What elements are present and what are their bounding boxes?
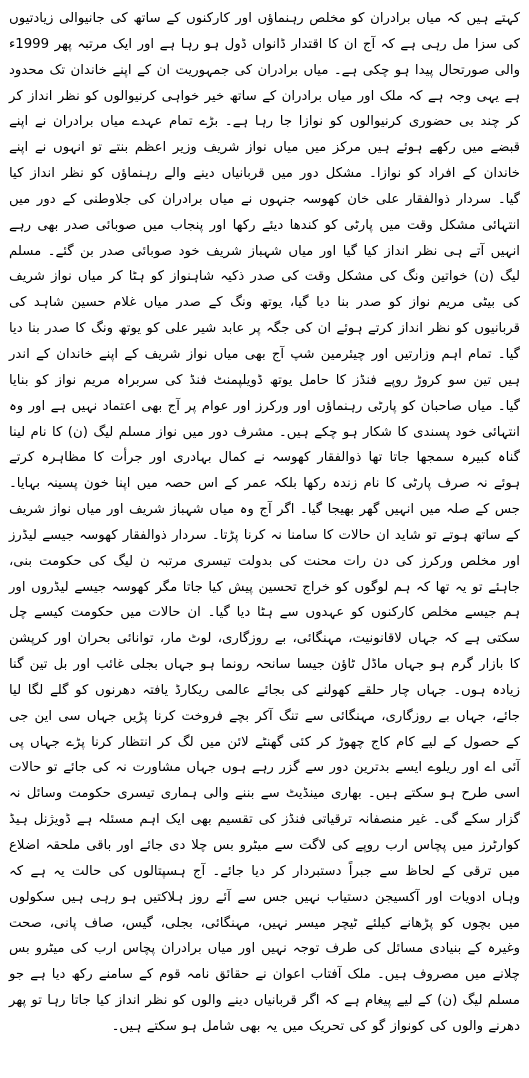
article-body-text: کہتے ہیں کہ میاں برادران کو مخلص رہنماؤں اور کارکنوں کے ساتھ کی جانیوالی زیادتیوں کی سزا مل رہی ہے کہ آج ان کا اقتدار ڈانواں ڈول ہو رہا ہے اور ایک مرتبہ پھر 1999ء والی صورتحال پیدا ہو چکی ہے۔ میاں برادران کی جمہوریت ان کے اپنے خاندان تک محدود ہے یہی وجہ ہے کہ ملک اور میاں برادران کے ساتھ خیر خواہی کرنیوالوں کو نظر انداز کر کر چند بی حضوری کرنیوالوں کو نوازا جا رہا ہے۔ بڑے تمام عہدے میاں برادران نے اپنے قبضے میں رکھے ہوئے ہیں مرکز میں میاں نواز شریف وزیر اعظم بنتے تو انہوں نے اپنے خاندان کے افراد کو نوازا۔ مشکل دور میں قربانیاں دینے والے رہنماؤں کو نظر انداز کیا گیا۔ سردار ذوالفقار علی خان کھوسہ جنہوں نے میاں برادران کی جلاوطنی کے دور میں انتہائی مشکل وقت میں پارٹی کو کندھا دیئے رکھا اور پنجاب میں صوبائی صدر بھی رہے انہیں آتے ہی نظر انداز کیا گیا اور میاں شہباز شریف خود صوبائی صدر بن گئے۔ مسلم لیگ (ن) خواتین ونگ کی مشکل وقت کی صدر ذکیہ شاہنواز کو ہٹا کر میاں نواز شریف کی بیٹی مریم نواز کو صدر بنا دیا گیا، یوتھ ونگ کے صدر میاں غلام حسین شاہد کی قربانیوں کو نظر انداز کرتے ہوئے ان کی جگہ پر عابد شیر علی کو یوتھ ونگ کا صدر بنا دیا گیا۔ تمام اہم وزارتیں اور چیئرمین شپ آج بھی میاں نواز شریف کے اپنے خاندان کے اندر ہیں تین سو کروڑ روپے فنڈز کا حامل یوتھ ڈویلپمنٹ فنڈ کی سربراہ مریم نواز کو بنایا گیا۔ میاں صاحبان کو پارٹی رہنماؤں اور ورکرز اور عوام پر آج بھی اعتماد نہیں ہے اور وہ انتہائی خود پسندی کا شکار ہو چکے ہیں۔ مشرف دور میں نواز مسلم لیگ (ن) کا نام لینا گناہ کبیرہ سمجھا جاتا تھا ذوالفقار کھوسہ نے کمال بہادری اور جرأت کا مظاہرہ کرتے ہوئے نہ صرف پارٹی کا نام زندہ رکھا بلکہ عمر کے اس حصہ میں اپنا خون پسینہ بہایا۔ جس کے صلہ میں انہیں گھر بھیجا گیا۔ اگر آج وہ میاں شہباز شریف اور میاں نواز شریف کے ساتھ ہوتے تو شاید ان حالات کا سامنا نہ کرنا پڑتا۔ سردار ذوالفقار کھوسہ جیسے لیڈرز اور مخلص ورکرز کی دن رات محنت کی بدولت تیسری مرتبہ ن لیگ کی حکومت بنی، جاہئے تو یہ تھا کہ ہم لوگوں کو خراج تحسین پیش کیا جاتا مگر کھوسہ جیسے لیڈروں اور ہم جیسے مخلص کارکنوں کو عہدوں سے ہٹا دیا گیا۔ ان حالات میں حکومت کیسے چل سکتی ہے کہ جہاں لاقانونیت، مہنگائی، بے روزگاری، لوٹ مار، توانائی بحران اور کرپشن کا بازار گرم ہو جہاں ماڈل ٹاؤن جیسا سانحہ رونما ہو جہاں بجلی غائب اور بل تین گنا زیادہ ہوں۔ جہاں چار حلقے کھولنے کی بجائے عالمی ریکارڈ یافتہ دھرنوں کو گلے لگا لیا جائے، جہاں بے روزگاری، مہنگائی سے تنگ آکر بچے فروخت کرنا پڑیں جہاں سی این جی کے حصول کے لیے کام کاج چھوڑ کر کئی گھنٹے لائن میں لگ کر انتظار کرنا پڑے جہاں پی آئی اے اور ریلوے ایسے بدترین دور سے گزر رہے ہوں جہاں مشاورت نہ کی جائے تو حالات اسی طرح ہو سکتے ہیں۔ بھاری مینڈیٹ سے بننے والی ہماری تیسری حکومت وسائل نہ گزار سکے گی۔ غیر منصفانہ ترقیاتی فنڈز کی تقسیم بھی ایک اہم مسئلہ ہے ڈویژنل ہیڈ کوارٹرز میں پچاس ارب روپے کی لاگت سے میٹرو بس چلا دی جائے اور باقی ملحقہ اضلاع میں ترقی کے لحاظ سے جبراً دستبردار کر دیا جائے۔ آج ہسپتالوں کی حالت یہ ہے کہ وہاں ادویات اور آکسیجن دستیاب نہیں جس سے آئے روز ہلاکتیں ہو رہی ہیں سکولوں میں بچوں کو پڑھانے کیلئے ٹیچر میسر نہیں، مہنگائی، بجلی، گیس، صاف پانی، صحت وغیرہ کے بنیادی مسائل کی طرف توجہ نہیں اور میاں برادران پچاس ارب کی میٹرو بس چلانے میں مصروف ہیں۔ ملک آفتاب اعوان نے حقائق نامہ قوم کے سامنے رکھ دیا ہے جو مسلم لیگ (ن) کے لیے پیغام ہے کہ اگر قربانیاں دینے والوں کو نظر انداز کیا جاتا رہا تو پھر دھرنے والوں کی کونواز گو کی تحریک میں یہ بھی شامل ہو سکتے ہیں۔ <box>9 11 520 1034</box>
